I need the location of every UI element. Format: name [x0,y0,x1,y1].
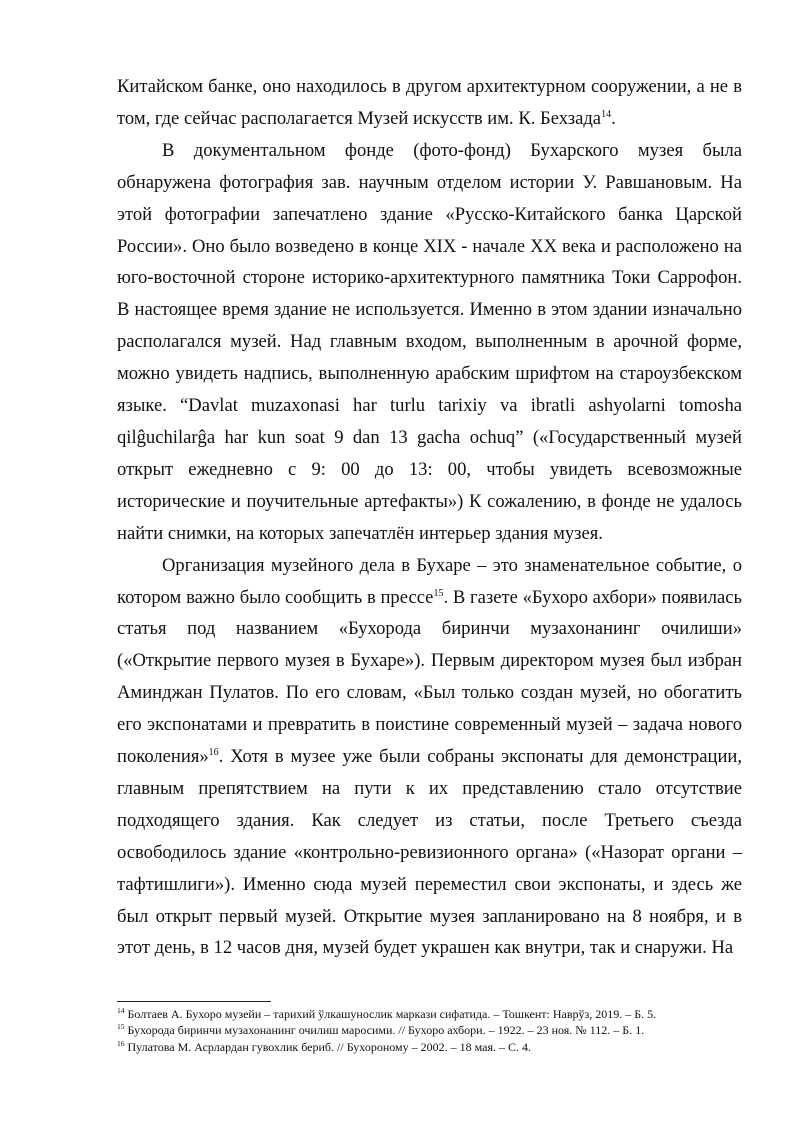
text-segment: . [611,107,616,129]
paragraph-museum-organization [117,550,742,965]
text-segment: Китайском банке, оно находилось в другом архитектурном сооружении, а не в том, где сейчас располагается Музей искусств им. К. Бехзада [117,76,742,129]
footnote-ref: 16 [208,746,219,758]
text-segment: . В газете «Бухоро ахбори» появилась статья под названием «Бухорода биринчи музахонанинг очилиши» («Открытие первого музея в Бухаре»). Первым директором музея был избран Аминджан Пулатов. По его словам, «Был только создан музей, но обогатить его экспонатами и превратить в поистине современный музей – задача нового поколения» [117,586,742,768]
footnote-number: 14 [117,1006,125,1015]
footnote-number: 15 [117,1022,125,1032]
footnote-item [117,1022,742,1038]
footnotes [117,1006,742,1055]
footnote-text: Болтаев А. Бухоро музейи – тарихий ўлкашунослик маркази сифатида. – Тошкент: Наврўз, 2019. – Б. 5. [124,1007,657,1021]
footnote-ref: 14 [601,108,612,120]
footnote-number: 16 [117,1038,125,1048]
paragraph-continued [117,71,742,135]
footnote-ref: 15 [433,587,444,599]
footnote-item [117,1006,742,1022]
footnote-separator [117,1001,271,1002]
text-segment: Организация музейного дела в Бухаре – это знаменательное событие, о котором важно было сообщить в прессе [117,554,742,608]
text-segment: . Хотя в музее уже были собраны экспонаты для демонстрации, главным препятствием на пути к их представлению стало отсутствие подходящего здания. Как следует из статьи, после Третьего съезда освободилось здание «контрольно-ревизионного органа» («Назорат органи – тафтишлиги»). Именно сюда музей переместил свои экспонаты, и здесь же был открыт первый музей. Открытие музея запланировано на 8 ноября, и в этот день, в 12 часов дня, музей будет украшен как внутри, так и снаружи. На [117,746,742,959]
paragraph-photo-fund [117,135,742,550]
document-body [117,71,742,964]
footnote-item [117,1039,742,1055]
text-segment: В документальном фонде (фото-фонд) Бухарского музея была обнаружена фотография зав. научным отделом истории У. Равшановым. На этой фотографии запечатлено здание «Русско-Китайского банка Царской России». Оно было возведено в конце XIX - начале XX века и расположено на юго-восточной стороне историко-архитектурного памятника Токи Саррофон. В настоящее время здание не используется. Именно в этом здании изначально располагался музей. Над главным входом, выполненным в арочной форме, можно увидеть надпись, выполненную арабским шрифтом на староузбекском языке. “Davlat muzaxonasi har turlu tarixiy va ibratli ashyolarni tomosha qilĝuchilarĝa har kun soat 9 dan 13 gacha ochuq” («Государственный музей открыт ежедневно с 9: 00 до 13: 00, чтобы увидеть всевозможные исторические и поучительные артефакты») К сожалению, в фонде не удалось найти снимки, на которых запечатлён интерьер здания музея. [117,139,742,544]
footnote-text: Пулатова М. Асрлардан гувохлик бериб. // Бухороному – 2002. – 18 мая. – С. 4. [124,1039,531,1054]
footnote-text: Бухорода биринчи музахонанинг очилиш маросими. // Бухоро ахбори. – 1922. – 23 ноя. № 112. – Б. 1. [124,1023,645,1038]
